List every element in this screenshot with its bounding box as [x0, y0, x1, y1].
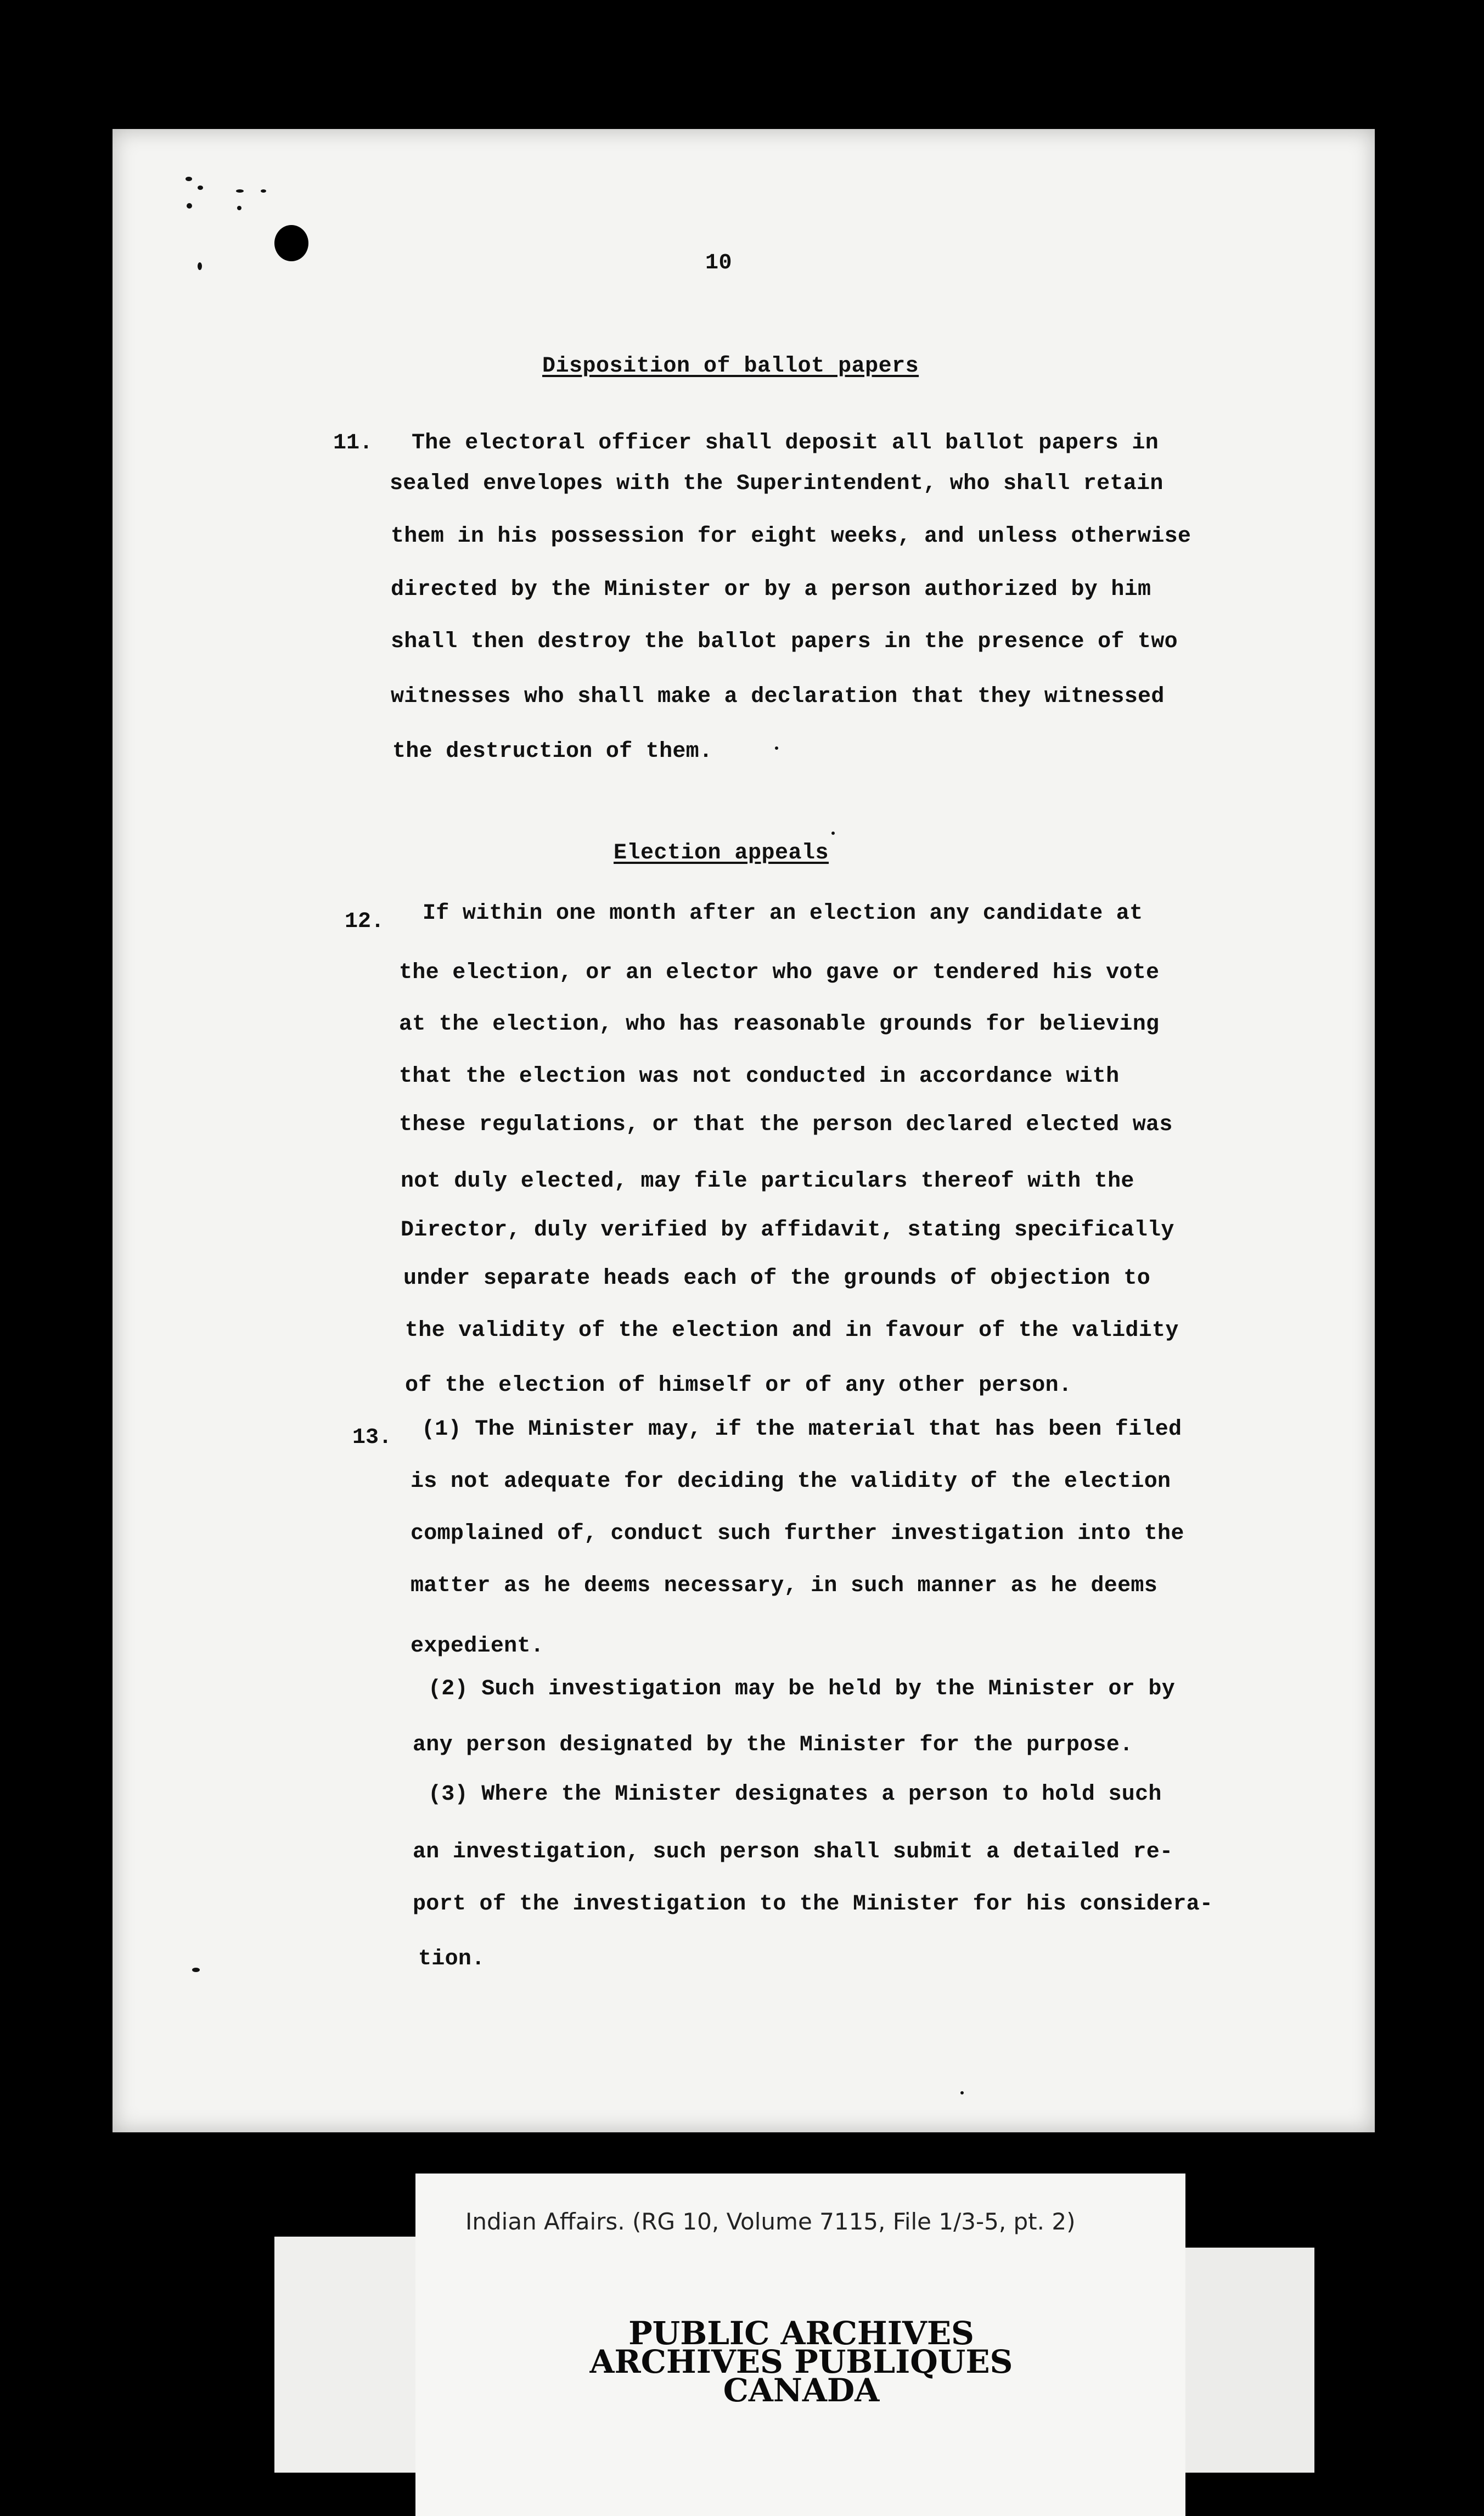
clause-13-line: any person designated by the Minister for the purpose.	[413, 1733, 1133, 1757]
clause-13-line: (1) The Minister may, if the material that has been filed	[421, 1417, 1182, 1442]
clause-13-line: matter as he deems necessary, in such manner as he deems	[411, 1574, 1158, 1598]
clause-11-line: directed by the Minister or by a person authorized by him	[391, 577, 1151, 602]
clause-11-line: the destruction of them.	[392, 739, 713, 764]
clause-13-line: tion.	[418, 1947, 485, 1972]
speck-mark	[831, 832, 835, 835]
speck-mark	[960, 2091, 964, 2094]
stamp-line: CANADA	[723, 2372, 880, 2409]
label-tab-left	[274, 2237, 417, 2473]
label-tab-right	[1185, 2248, 1314, 2473]
clause-11-line: shall then destroy the ballot papers in the presence of two	[391, 630, 1178, 654]
page-number: 10	[705, 251, 733, 276]
stamp-line: PUBLIC ARCHIVES	[628, 2315, 974, 2352]
clause-number-11: 11.	[333, 431, 373, 456]
clause-13-line: port of the investigation to the Minister for his considera-	[413, 1892, 1213, 1917]
clause-11-line: The electoral officer shall deposit all ballot papers in	[412, 431, 1159, 456]
speck-mark	[775, 746, 778, 750]
clause-11-line: sealed envelopes with the Superintendent, who shall retain	[390, 471, 1163, 496]
clause-11-line: them in his possession for eight weeks, and unless otherwise	[391, 524, 1191, 549]
stamp-line: ARCHIVES PUBLIQUES	[589, 2343, 1013, 2380]
clause-number-13: 13.	[352, 1425, 392, 1450]
clause-13-line: (3) Where the Minister designates a person to hold such	[428, 1782, 1162, 1807]
speck-mark	[198, 262, 202, 270]
clause-12-line: at the election, who has reasonable grounds for believing	[399, 1012, 1160, 1037]
clause-13-line: expedient.	[411, 1634, 544, 1659]
clause-12-line: Director, duly verified by affidavit, stating specifically	[401, 1218, 1174, 1243]
speck-mark	[198, 186, 203, 190]
speck-mark	[192, 1968, 200, 1972]
section-heading-election-appeals: Election appeals	[614, 841, 829, 866]
clause-12-line: these regulations, or that the person declared elected was	[399, 1113, 1173, 1137]
clause-12-line: of the election of himself or of any other person.	[405, 1373, 1072, 1398]
clause-13-line: (2) Such investigation may be held by the Minister or by	[428, 1677, 1176, 1701]
clause-13-line: is not adequate for deciding the validity of the election	[411, 1469, 1171, 1494]
punch-hole-mark	[274, 225, 308, 261]
clause-12-line: If within one month after an election any candidate at	[423, 901, 1143, 926]
clause-12-line: that the election was not conducted in accordance with	[399, 1064, 1120, 1089]
archive-reference: Indian Affairs. (RG 10, Volume 7115, File 1/3-5, pt. 2)	[465, 2208, 1076, 2235]
archive-stamp	[538, 2315, 1065, 2409]
clause-number-12: 12.	[345, 909, 385, 934]
clause-13-line: complained of, conduct such further investigation into the	[411, 1521, 1184, 1546]
speck-mark	[261, 189, 266, 193]
section-heading-disposition: Disposition of ballot papers	[542, 354, 919, 379]
speck-mark	[237, 206, 241, 210]
speck-mark	[186, 177, 192, 181]
clause-12-line: the validity of the election and in favour of the validity	[405, 1318, 1179, 1343]
speck-mark	[187, 203, 192, 209]
clause-11-line: witnesses who shall make a declaration that they witnessed	[391, 684, 1165, 709]
speck-mark	[236, 189, 244, 193]
clause-12-line: not duly elected, may file particulars thereof with the	[401, 1169, 1134, 1194]
clause-12-line: the election, or an elector who gave or tendered his vote	[399, 961, 1160, 985]
clause-13-line: an investigation, such person shall submit a detailed re-	[413, 1840, 1173, 1864]
clause-12-line: under separate heads each of the grounds of objection to	[403, 1266, 1151, 1291]
